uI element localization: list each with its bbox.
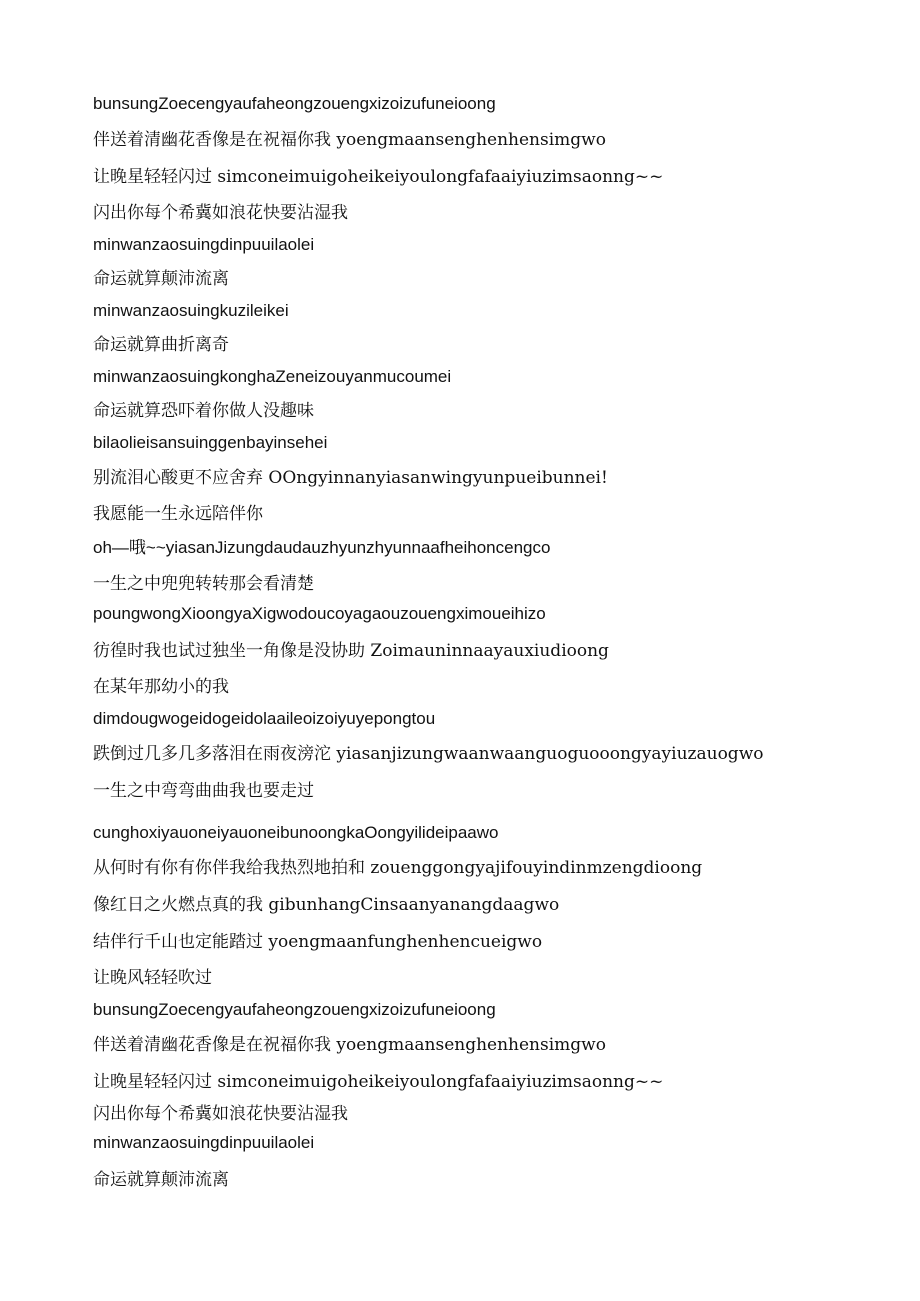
lyric-line: 我愿能一生永远陪伴你 bbox=[93, 504, 263, 524]
lyric-line: 彷徨时我也试过独坐一角像是没协助 Zoimauninnaayauxiudioong bbox=[93, 641, 609, 661]
lyric-line: oh—哦~~yiasanJizungdaudauzhyunzhyunnaafheihoncengco bbox=[93, 538, 551, 557]
lyric-line: dimdougwogeidogeidolaaileoizoiyuyepongtou bbox=[93, 709, 436, 728]
lyric-line: 闪出你每个希冀如浪花快要沾湿我 bbox=[93, 1104, 348, 1124]
lyric-line: 让晚星轻轻闪过 simconeimuigoheikeiyoulongfafaaiyiuzimsaonng~~ bbox=[93, 167, 664, 187]
lyric-line: bunsungZoecengyaufaheongzouengxizoizufuneioong bbox=[93, 1000, 496, 1019]
lyric-line: 一生之中弯弯曲曲我也要走过 bbox=[93, 781, 314, 801]
lyric-line: 伴送着清幽花香像是在祝福你我 yoengmaansenghenhensimgwo bbox=[93, 1035, 606, 1055]
lyric-line: minwanzaosuingkonghaZeneizouyanmucoumei bbox=[93, 367, 452, 386]
lyric-line: minwanzaosuingdinpuuilaolei bbox=[93, 1133, 315, 1152]
lyric-line: bilaolieisansuinggenbayinsehei bbox=[93, 433, 328, 452]
lyric-line: 从何时有你有你伴我给我热烈地拍和 zouenggongyajifouyindinmzengdioong bbox=[93, 858, 703, 878]
lyric-line: 一生之中兜兜转转那会看清楚 bbox=[93, 574, 314, 594]
lyric-line: 让晚星轻轻闪过 simconeimuigoheikeiyoulongfafaaiyiuzimsaonng~~ bbox=[93, 1072, 664, 1092]
lyric-line: 别流泪心酸更不应舍弃 OOngyinnanyiasanwingyunpueibunnei! bbox=[93, 468, 608, 488]
lyric-line: 命运就算颠沛流离 bbox=[93, 1170, 229, 1190]
lyric-line: 伴送着清幽花香像是在祝福你我 yoengmaansenghenhensimgwo bbox=[93, 130, 606, 150]
lyric-line: 让晚风轻轻吹过 bbox=[93, 968, 212, 988]
lyric-line: cunghoxiyauoneiyauoneibunoongkaOongyilideipaawo bbox=[93, 823, 499, 842]
lyric-line: 命运就算颠沛流离 bbox=[93, 269, 229, 289]
lyric-line: 闪出你每个希冀如浪花快要沾湿我 bbox=[93, 203, 348, 223]
lyric-line: 命运就算恐吓着你做人没趣味 bbox=[93, 401, 314, 421]
lyric-line: 结伴行千山也定能踏过 yoengmaanfunghenhencueigwo bbox=[93, 932, 543, 952]
lyric-line: 命运就算曲折离奇 bbox=[93, 335, 229, 355]
lyric-line: bunsungZoecengyaufaheongzouengxizoizufuneioong bbox=[93, 94, 496, 113]
lyric-line: 跌倒过几多几多落泪在雨夜滂沱 yiasanjizungwaanwaanguoguooongyayiuzauogwo bbox=[93, 744, 764, 764]
lyric-line: minwanzaosuingdinpuuilaolei bbox=[93, 235, 315, 254]
lyric-line: poungwongXioongyaXigwodoucoyagaouzouengximoueihizo bbox=[93, 604, 546, 623]
lyric-line: 在某年那幼小的我 bbox=[93, 677, 229, 697]
lyric-line: minwanzaosuingkuzileikei bbox=[93, 301, 289, 320]
lyric-line: 像红日之火燃点真的我 gibunhangCinsaanyanangdaagwo bbox=[93, 895, 560, 915]
